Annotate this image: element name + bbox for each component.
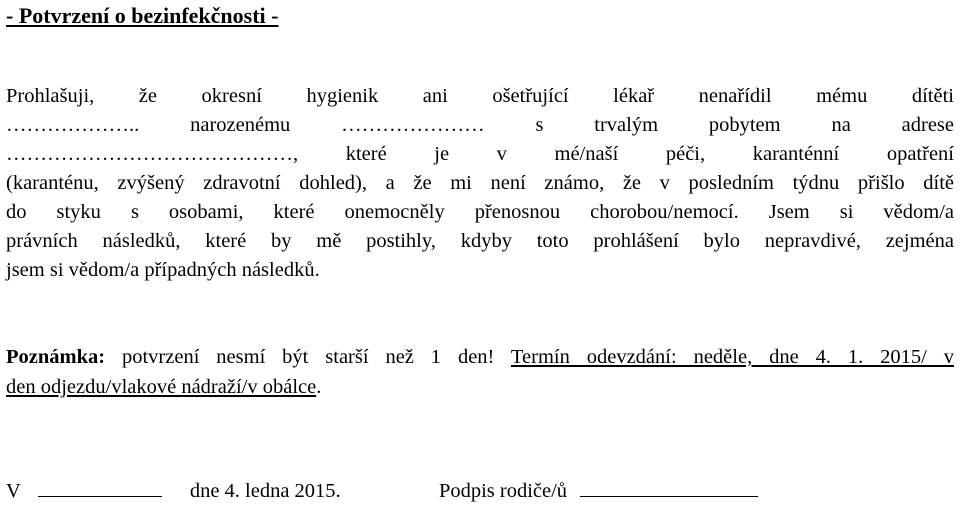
paragraph-line: Prohlašuji, že okresní hygienik ani ošetřující lékař nenařídil mému dítěti [6,85,954,107]
paragraph-line: právních následků, které by mě postihly, kdyby toto prohlášení bylo nepravdivé, zejména [6,230,954,252]
paragraph-line: ……………………………………, které je v mé/naší péči, karanténní opatření [6,143,954,165]
signature-footer [6,476,954,505]
date-text: dne 4. ledna 2015. [189,480,341,502]
paragraph-line: ……………….. narozenému ………………… s trvalým pobytem na adrese [6,114,954,136]
declaration-paragraph [6,82,954,285]
place-blank-line[interactable] [38,476,162,497]
note-row [6,372,954,402]
note-row [6,342,954,372]
note-period: . [316,376,322,398]
deadline-text-continued: den odjezdu/vlakové nádraží/v obálce [6,376,317,398]
place-prefix: V [6,480,21,502]
paragraph-line: jsem si vědom/a případných následků. [6,259,320,281]
deadline-text: Termín odevzdání: neděle, dne 4. 1. 2015/ v [510,346,955,368]
signature-label: Podpis rodiče/ů [438,480,568,502]
signature-blank-line[interactable] [580,476,758,497]
paragraph-line: (karanténu, zvýšený zdravotní dohled), a že mi není známo, že v posledním týdnu přišlo dítě [6,172,954,194]
note-label: Poznámka: [6,346,106,368]
note-text: potvrzení nesmí být starší než 1 den! [105,346,511,368]
document-title: - Potvrzení o bezinfekčnosti - [6,3,279,28]
note-section [6,342,954,402]
paragraph-line: do styku s osobami, které onemocněly přenosnou chorobou/nemocí. Jsem si vědom/a [6,201,954,223]
